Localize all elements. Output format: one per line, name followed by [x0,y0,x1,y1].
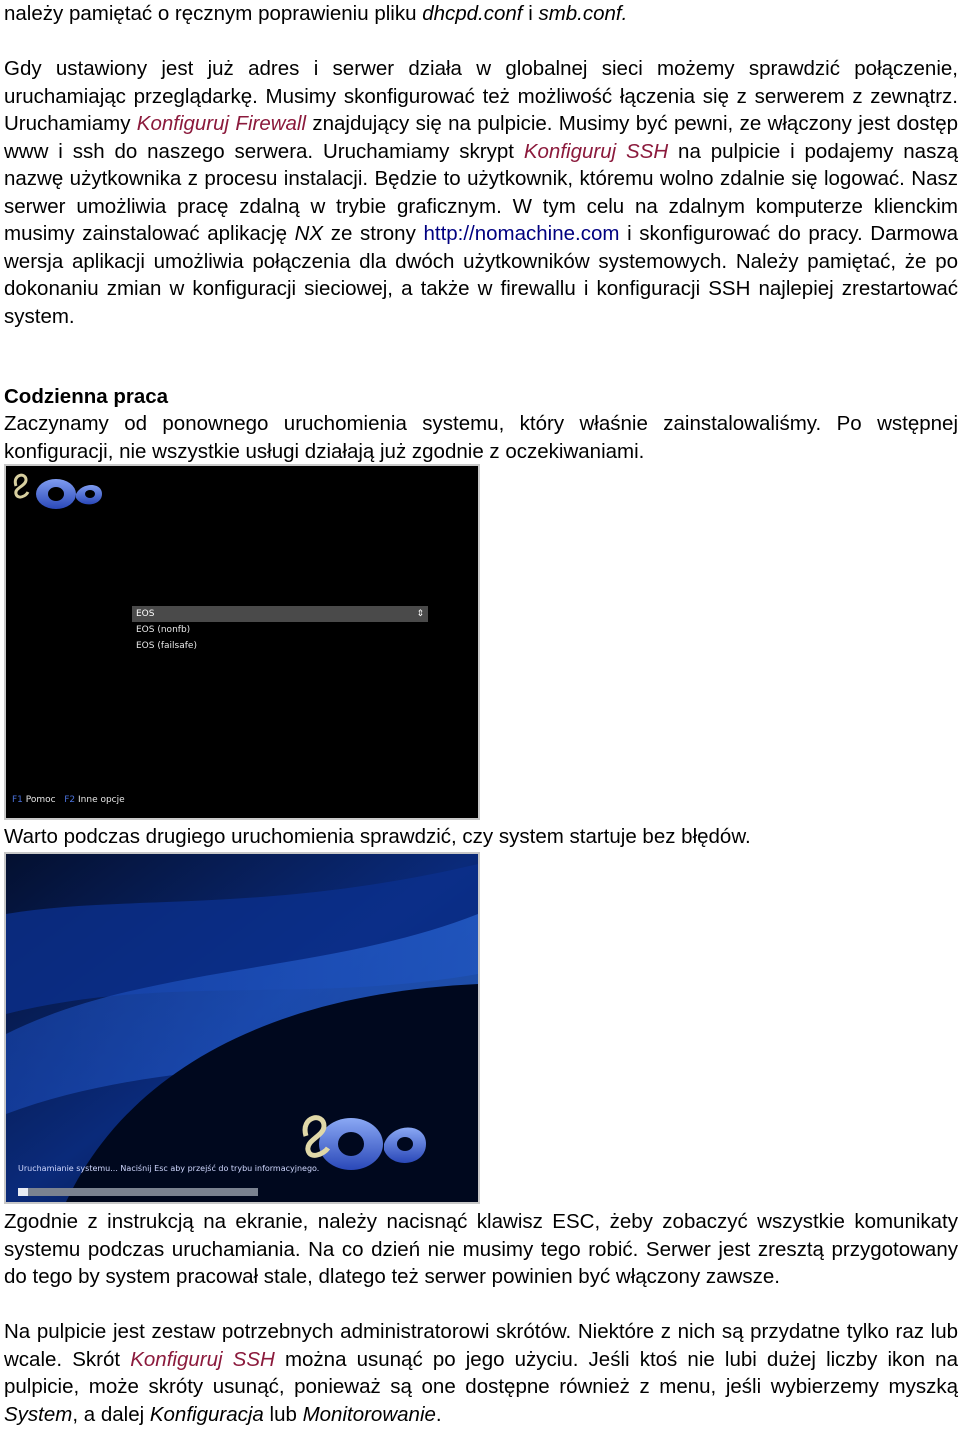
text-run: . [435,1402,442,1426]
text-run: znajdujący się na pulpicie. Musimy być pewni, ze włączony jest dostęp www i ssh do naszego serwera. Uruchamiamy skrypt [4,112,958,163]
text-run: , a dalej [72,1402,150,1426]
nomachine-link[interactable]: http://nomachine.com [423,222,620,245]
boot-menu-item-eos-failsafe[interactable]: EOS (failsafe) [136,641,197,651]
paragraph-desktop [4,1318,958,1428]
filename-dhcpd: dhcpd.conf [422,2,523,25]
paragraph-network [4,55,958,330]
text-run: można usunąć po jego użyciu. Jeśli ktoś nie lubi dużej liczby ikon na pulpicie, może skróty usunąć, ponieważ są one dostępne również z menu, jeśli wybierzemy myszką [4,1347,958,1398]
boot-menu-item-eos[interactable] [132,606,428,622]
boot-menu [132,606,428,654]
splash-background [6,854,478,1202]
text-run: lub [263,1402,303,1426]
shortcut-konfiguruj-ssh: Konfiguruj SSH [523,139,669,163]
text-run: i [522,2,539,25]
boot-menu-label: EOS [136,609,155,619]
text-run: Gdy ustawiony jest już adres i serwer działa w globalnej sieci możemy sprawdzić połączenie, uruchamiając przeglądarkę. Musimy skonfigurować też możliwość łączenia się z serwerem z zewnątrz. Uruchamiamy [4,57,958,135]
section-heading: Codzienna praca [4,385,169,408]
f1-label: Pomoc [25,794,56,805]
app-name-nx: NX [294,222,324,245]
text-run: i skonfigurować do pracy. Darmowa wersja aplikacji umożliwia połączenia dla dwóch użytkowników systemowych. Należy pamiętać, że po dokonaniu zmian w konfiguracji sieciowej, a także w firewallu i konfiguracji SSH najlepiej zrestartować system. [4,222,959,328]
boot-progress-bar [18,1188,258,1196]
boot-menu-item-eos-nonfb[interactable]: EOS (nonfb) [136,625,191,635]
caption-boot-check: Warto podczas drugiego uruchomienia sprawdzić, czy system startuje bez błędów. [4,825,751,848]
shortcut-konfiguruj-firewall: Konfiguruj Firewall [136,112,307,135]
f2-label: Inne opcje [78,794,125,805]
text-run: Na pulpicie jest zestaw potrzebnych administratorowi skrótów. Niektóre z nich są przydatne tylko raz lub wcale. Skrót [4,1320,958,1371]
menu-monitorowanie: Monitorowanie [302,1402,436,1426]
boot-progress-fill [18,1188,28,1196]
menu-konfiguracja: Konfiguracja [149,1402,264,1426]
f1-key[interactable]: F1 [12,794,23,805]
paragraph-intro [4,0,958,28]
scroll-arrows-icon: ⇕ [416,609,424,619]
paragraph-esc: Zgodnie z instrukcją na ekranie, należy nacisnąć klawisz ESC, żeby zobaczyć wszystkie komunikaty systemu podczas uruchamiania. Na co dzień nie musimy tego robić. Serwer jest zresztą przygotowany do tego by system pracował stale, dlatego też serwer powinien być włączony zawsze. [4,1210,958,1288]
eos-logo [15,475,102,509]
boot-status-message: Uruchamianie systemu... Naciśnij Esc aby przejść do trybu informacyjnego. [18,1163,320,1173]
filename-smb: smb.conf. [538,2,628,25]
text-run: ze strony [323,222,424,245]
function-key-bar [12,787,125,815]
f2-key[interactable]: F2 [64,794,76,805]
boot-menu-screenshot [4,464,480,820]
menu-system: System [4,1402,73,1426]
paragraph-restart: Zaczynamy od ponownego uruchomienia systemu, który właśnie zainstalowaliśmy. Po wstępnej konfiguracji, nie wszystkie usługi działają już zgodnie z oczekiwaniami. [4,412,958,463]
text-run: na pulpicie i podajemy naszą nazwę użytkownika z procesu instalacji. Będzie to użytkownik, któremu wolno zdalnie się logować. Nasz serwer umożliwia pracę zdalną w trybie graficznym. W tym celu na zdalnym komputerze klienckim musimy zainstalować aplikację [4,139,958,245]
text-run: należy pamiętać o ręcznym poprawieniu pliku [4,2,423,25]
boot-splash-screenshot [4,852,480,1204]
shortcut-konfiguruj-ssh: Konfiguruj SSH [130,1347,275,1371]
